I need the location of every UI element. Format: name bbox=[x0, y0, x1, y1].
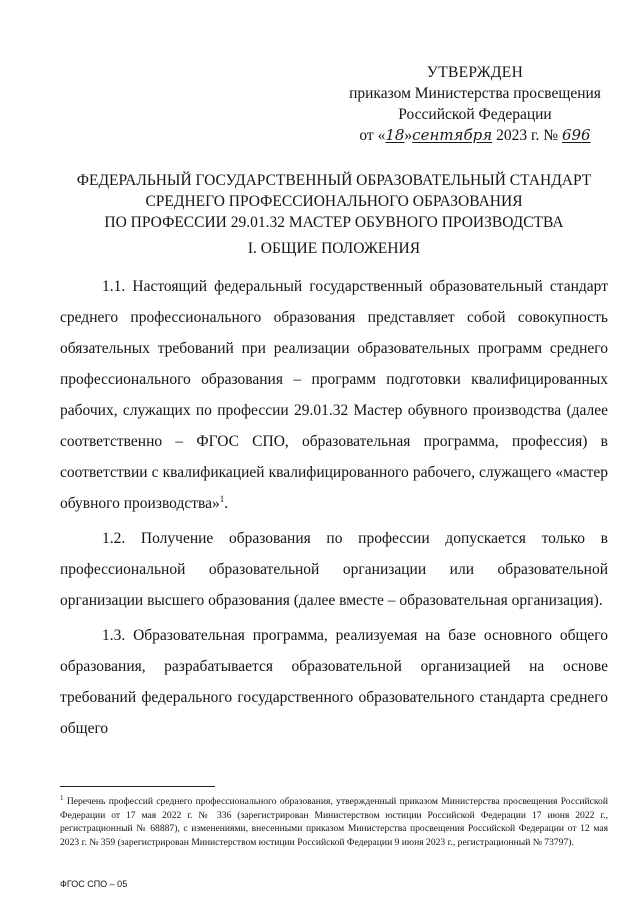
approval-title: УТВЕРЖДЕН bbox=[426, 64, 524, 81]
body-text bbox=[60, 271, 608, 748]
date-month: сентября bbox=[412, 126, 493, 144]
standard-title-line-2: СРЕДНЕГО ПРОФЕССИОНАЛЬНОГО ОБРАЗОВАНИЯ bbox=[145, 193, 523, 210]
approval-line-2: Российской Федерации bbox=[398, 106, 552, 123]
date-prefix: от « bbox=[359, 127, 386, 144]
footnote-text: Перечень профессий среднего профессионального образования, утвержденный приказом Министерства просвещения Российской Федерации от 17 мая 2022 г. № 336 (зарегистрирован Министерством юстиции Российской Федерации 17 июня 2022 г., регистрационный № 68887), с изменениями, внесенными приказом Министерства просвещения Российской Федерации от 12 мая 2023 г. № 359 (зарегистрирован Министерством юстиции Российской Федерации 9 июня 2023 г., регистрационный № 73797). bbox=[60, 796, 608, 848]
date-year: 2023 г. № bbox=[496, 127, 559, 144]
paragraph-1-1 bbox=[60, 271, 608, 519]
standard-title bbox=[60, 170, 608, 233]
approval-line-1: приказом Министерства просвещения bbox=[349, 85, 601, 102]
date-quote-close: » bbox=[404, 127, 413, 144]
approval-date-line bbox=[340, 125, 610, 146]
date-day: 18 bbox=[385, 126, 405, 144]
page-code: ФГОС СПО – 05 bbox=[60, 879, 128, 889]
footnote-number: 1 bbox=[60, 793, 64, 802]
paragraph-1-1-text: 1.1. Настоящий федеральный государственный образовательный стандарт среднего профессионального образования представляет собой совокупность обязательных требований при реализации образовательных программ среднего профессионального образования – программ подготовки квалифицированных рабочих, служащих по профессии 29.01.32 Мастер обувного производства (далее соответственно – ФГОС СПО, образовательная программа, профессия) в соответствии с квалификацией квалифицированного рабочего, служащего «мастер обувного производства» bbox=[60, 278, 608, 512]
footnote-ref: 1 bbox=[219, 493, 225, 504]
approval-block bbox=[340, 62, 610, 146]
paragraph-1-1-end: . bbox=[224, 495, 229, 512]
paragraph-1-2: 1.2. Получение образования по профессии допускается только в профессиональной образовательной организации или образовательной организации высшего образования (далее вместе – образовательная организация). bbox=[60, 530, 608, 609]
standard-title-line-1: ФЕДЕРАЛЬНЫЙ ГОСУДАРСТВЕННЫЙ ОБРАЗОВАТЕЛЬНЫЙ СТАНДАРТ bbox=[76, 172, 592, 189]
section-heading: I. ОБЩИЕ ПОЛОЖЕНИЯ bbox=[247, 240, 421, 257]
order-number: 696 bbox=[561, 126, 591, 144]
footnote-separator bbox=[60, 786, 215, 787]
footnote bbox=[60, 795, 608, 849]
paragraph-1-3: 1.3. Образовательная программа, реализуемая на базе основного общего образования, разрабатывается образовательной организацией на основе требований федерального государственного образовательного стандарта среднего общего bbox=[60, 627, 608, 737]
standard-title-line-3: ПО ПРОФЕССИИ 29.01.32 МАСТЕР ОБУВНОГО ПРОИЗВОДСТВА bbox=[104, 214, 564, 231]
